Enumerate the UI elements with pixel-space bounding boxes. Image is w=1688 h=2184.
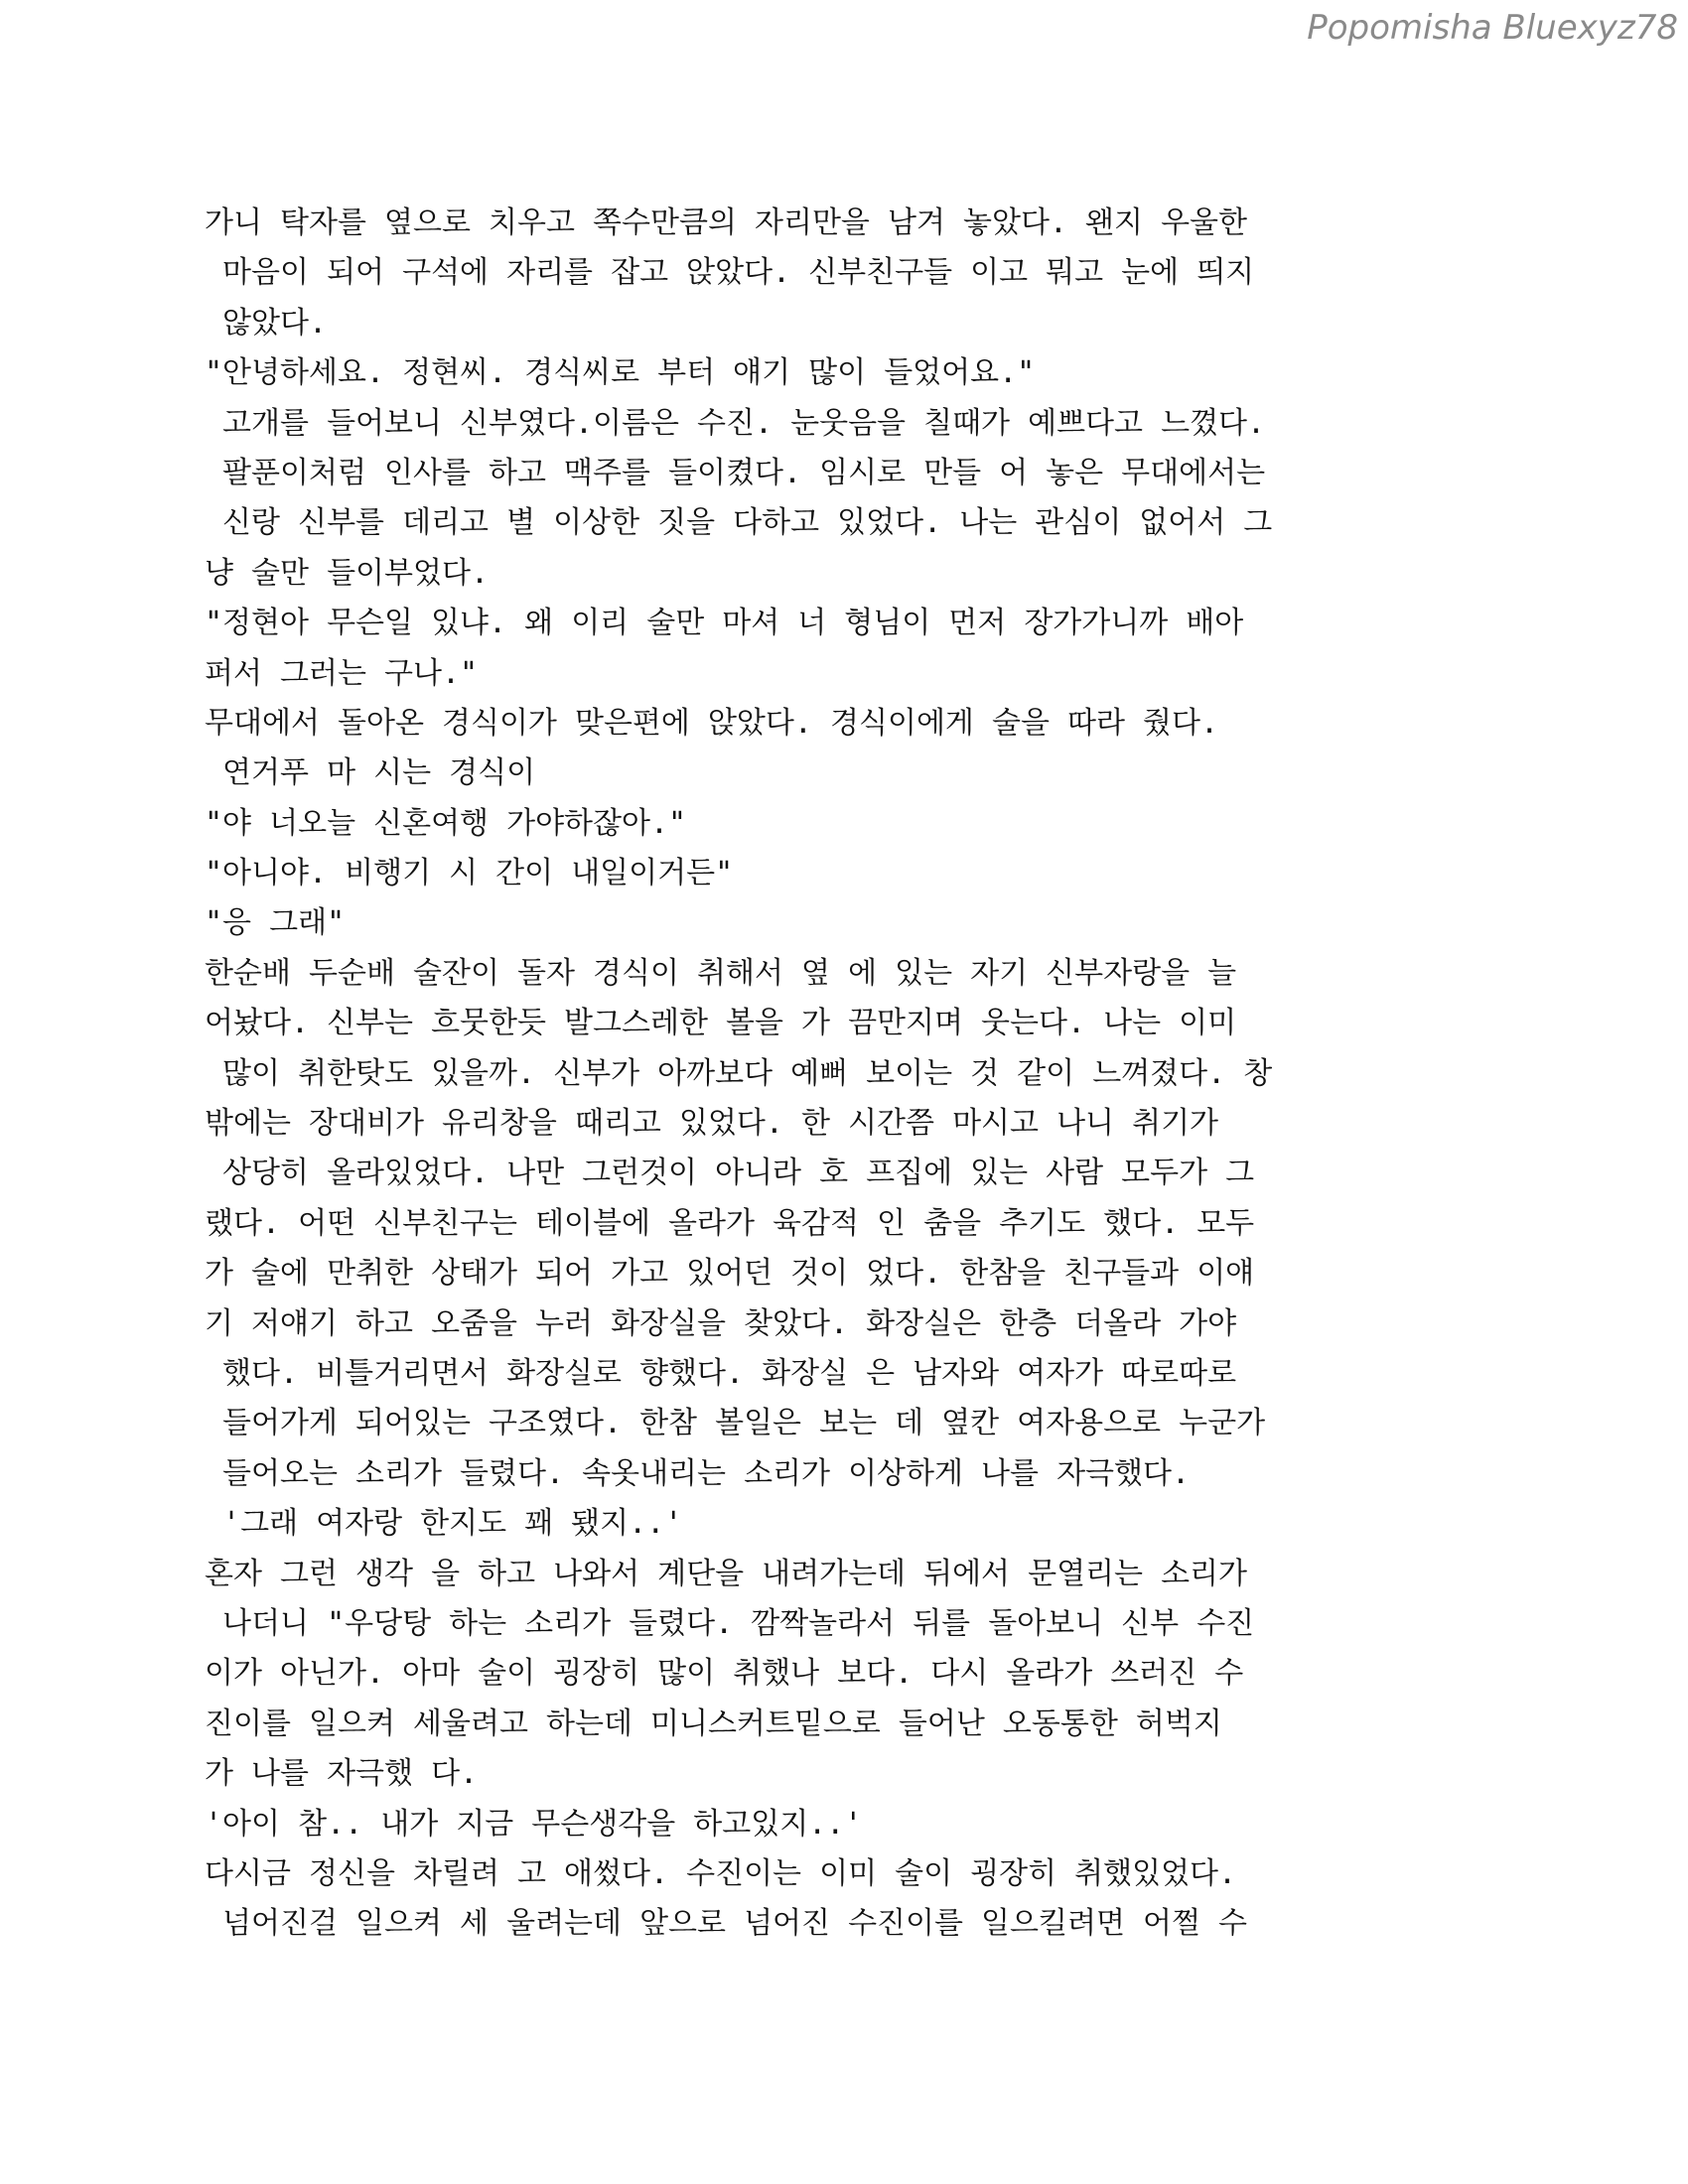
text-line: "응 그래" [205,905,346,941]
watermark: Popomisha Bluexyz78 [1307,8,1678,48]
text-line: 가니 탁자를 옆으로 치우고 쪽수만큼의 자리만을 남겨 놓았다. 왠지 우울한 [205,205,1248,240]
text-line: 연거푸 마 시는 경식이 [205,755,536,791]
text-line: "정현아 무슨일 있냐. 왜 이리 술만 마셔 너 형님이 먼저 장가가니까 배아 [205,606,1244,641]
text-line: 가 술에 만취한 상태가 되어 가고 있어던 것이 었다. 한참을 친구들과 이얘 [205,1256,1255,1292]
text-line: 진이를 일으켜 세울려고 하는데 미니스커트밑으로 들어난 오동통한 허벅지 [205,1706,1222,1741]
text-line: 팔푼이처럼 인사를 하고 맥주를 들이켰다. 임시로 만들 어 놓은 무대에서는 [205,455,1266,490]
text-line: "안녕하세요. 정현씨. 경식씨로 부터 얘기 많이 들었어요." [205,355,1036,391]
text-line: 혼자 그런 생각 을 하고 나와서 계단을 내려가는데 뒤에서 문열리는 소리가 [205,1556,1248,1591]
text-line: 나더니 "우당탕 하는 소리가 들렸다. 깜짝놀라서 뒤를 돌아보니 신부 수진 [205,1605,1255,1641]
text-line: "야 너오늘 신혼여행 가야하잖아." [205,805,687,841]
text-line: 가 나를 자극했 다. [205,1756,479,1792]
text-line: 랬다. 어떤 신부친구는 테이블에 올라가 육감적 인 춤을 추기도 했다. 모두 [205,1205,1255,1241]
text-line: 한순배 두순배 술잔이 돌자 경식이 취해서 옆 에 있는 자기 신부자랑을 늘 [205,955,1237,991]
text-line: 무대에서 돌아온 경식이가 맞은편에 앉았다. 경식이에게 술을 따라 줬다. [205,705,1219,741]
text-line: 기 저얘기 하고 오줌을 누러 화장실을 찾았다. 화장실은 한층 더올라 가야 [205,1305,1237,1341]
text-line: 신랑 신부를 데리고 별 이상한 짓을 다하고 있었다. 나는 관심이 없어서 그 [205,505,1273,541]
text-line: "아니야. 비행기 시 간이 내일이거든" [205,856,734,891]
text-line: 퍼서 그러는 구나." [205,655,479,691]
text-line: 고개를 들어보니 신부였다.이름은 수진. 눈웃음을 칠때가 예쁘다고 느꼈다. [205,405,1266,441]
text-line: 상당히 올라있었다. 나만 그런것이 아니라 호 프집에 있는 사람 모두가 그 [205,1156,1255,1191]
text-line: 많이 취한탓도 있을까. 신부가 아까보다 예뻐 보이는 것 같이 느껴졌다. 창 [205,1055,1273,1091]
text-line: 마음이 되어 구석에 자리를 잡고 앉았다. 신부친구들 이고 뭐고 눈에 띄지 [205,255,1255,291]
text-line: 않았다. [205,305,328,341]
text-line: '아이 참.. 내가 지금 무슨생각을 하고있지..' [205,1806,863,1842]
text-line: 넘어진걸 일으켜 세 울려는데 앞으로 넘어진 수진이를 일으킬려면 어쩔 수 [205,1906,1248,1942]
text-line: 어놨다. 신부는 흐뭇한듯 발그스레한 볼을 가 끔만지며 웃는다. 나는 이미 [205,1006,1237,1041]
text-line: 냥 술만 들이부었다. [205,555,490,591]
text-line: 들어오는 소리가 들렸다. 속옷내리는 소리가 이상하게 나를 자극했다. [205,1455,1191,1491]
text-line: 밖에는 장대비가 유리창을 때리고 있었다. 한 시간쯤 마시고 나니 취기가 [205,1106,1219,1142]
text-line: 했다. 비틀거리면서 화장실로 향했다. 화장실 은 남자와 여자가 따로따로 [205,1355,1237,1391]
text-line: 이가 아닌가. 아마 술이 굉장히 많이 취했나 보다. 다시 올라가 쓰러진 수 [205,1656,1244,1692]
text-line: '그래 여자랑 한지도 꽤 됐지..' [205,1506,683,1542]
text-line: 다시금 정신을 차릴려 고 애썼다. 수진이는 이미 술이 굉장히 취했있었다. [205,1855,1237,1891]
text-line: 들어가게 되어있는 구조였다. 한참 볼일은 보는 데 옆칸 여자용으로 누군가 [205,1406,1266,1441]
document-body [205,199,1356,1950]
